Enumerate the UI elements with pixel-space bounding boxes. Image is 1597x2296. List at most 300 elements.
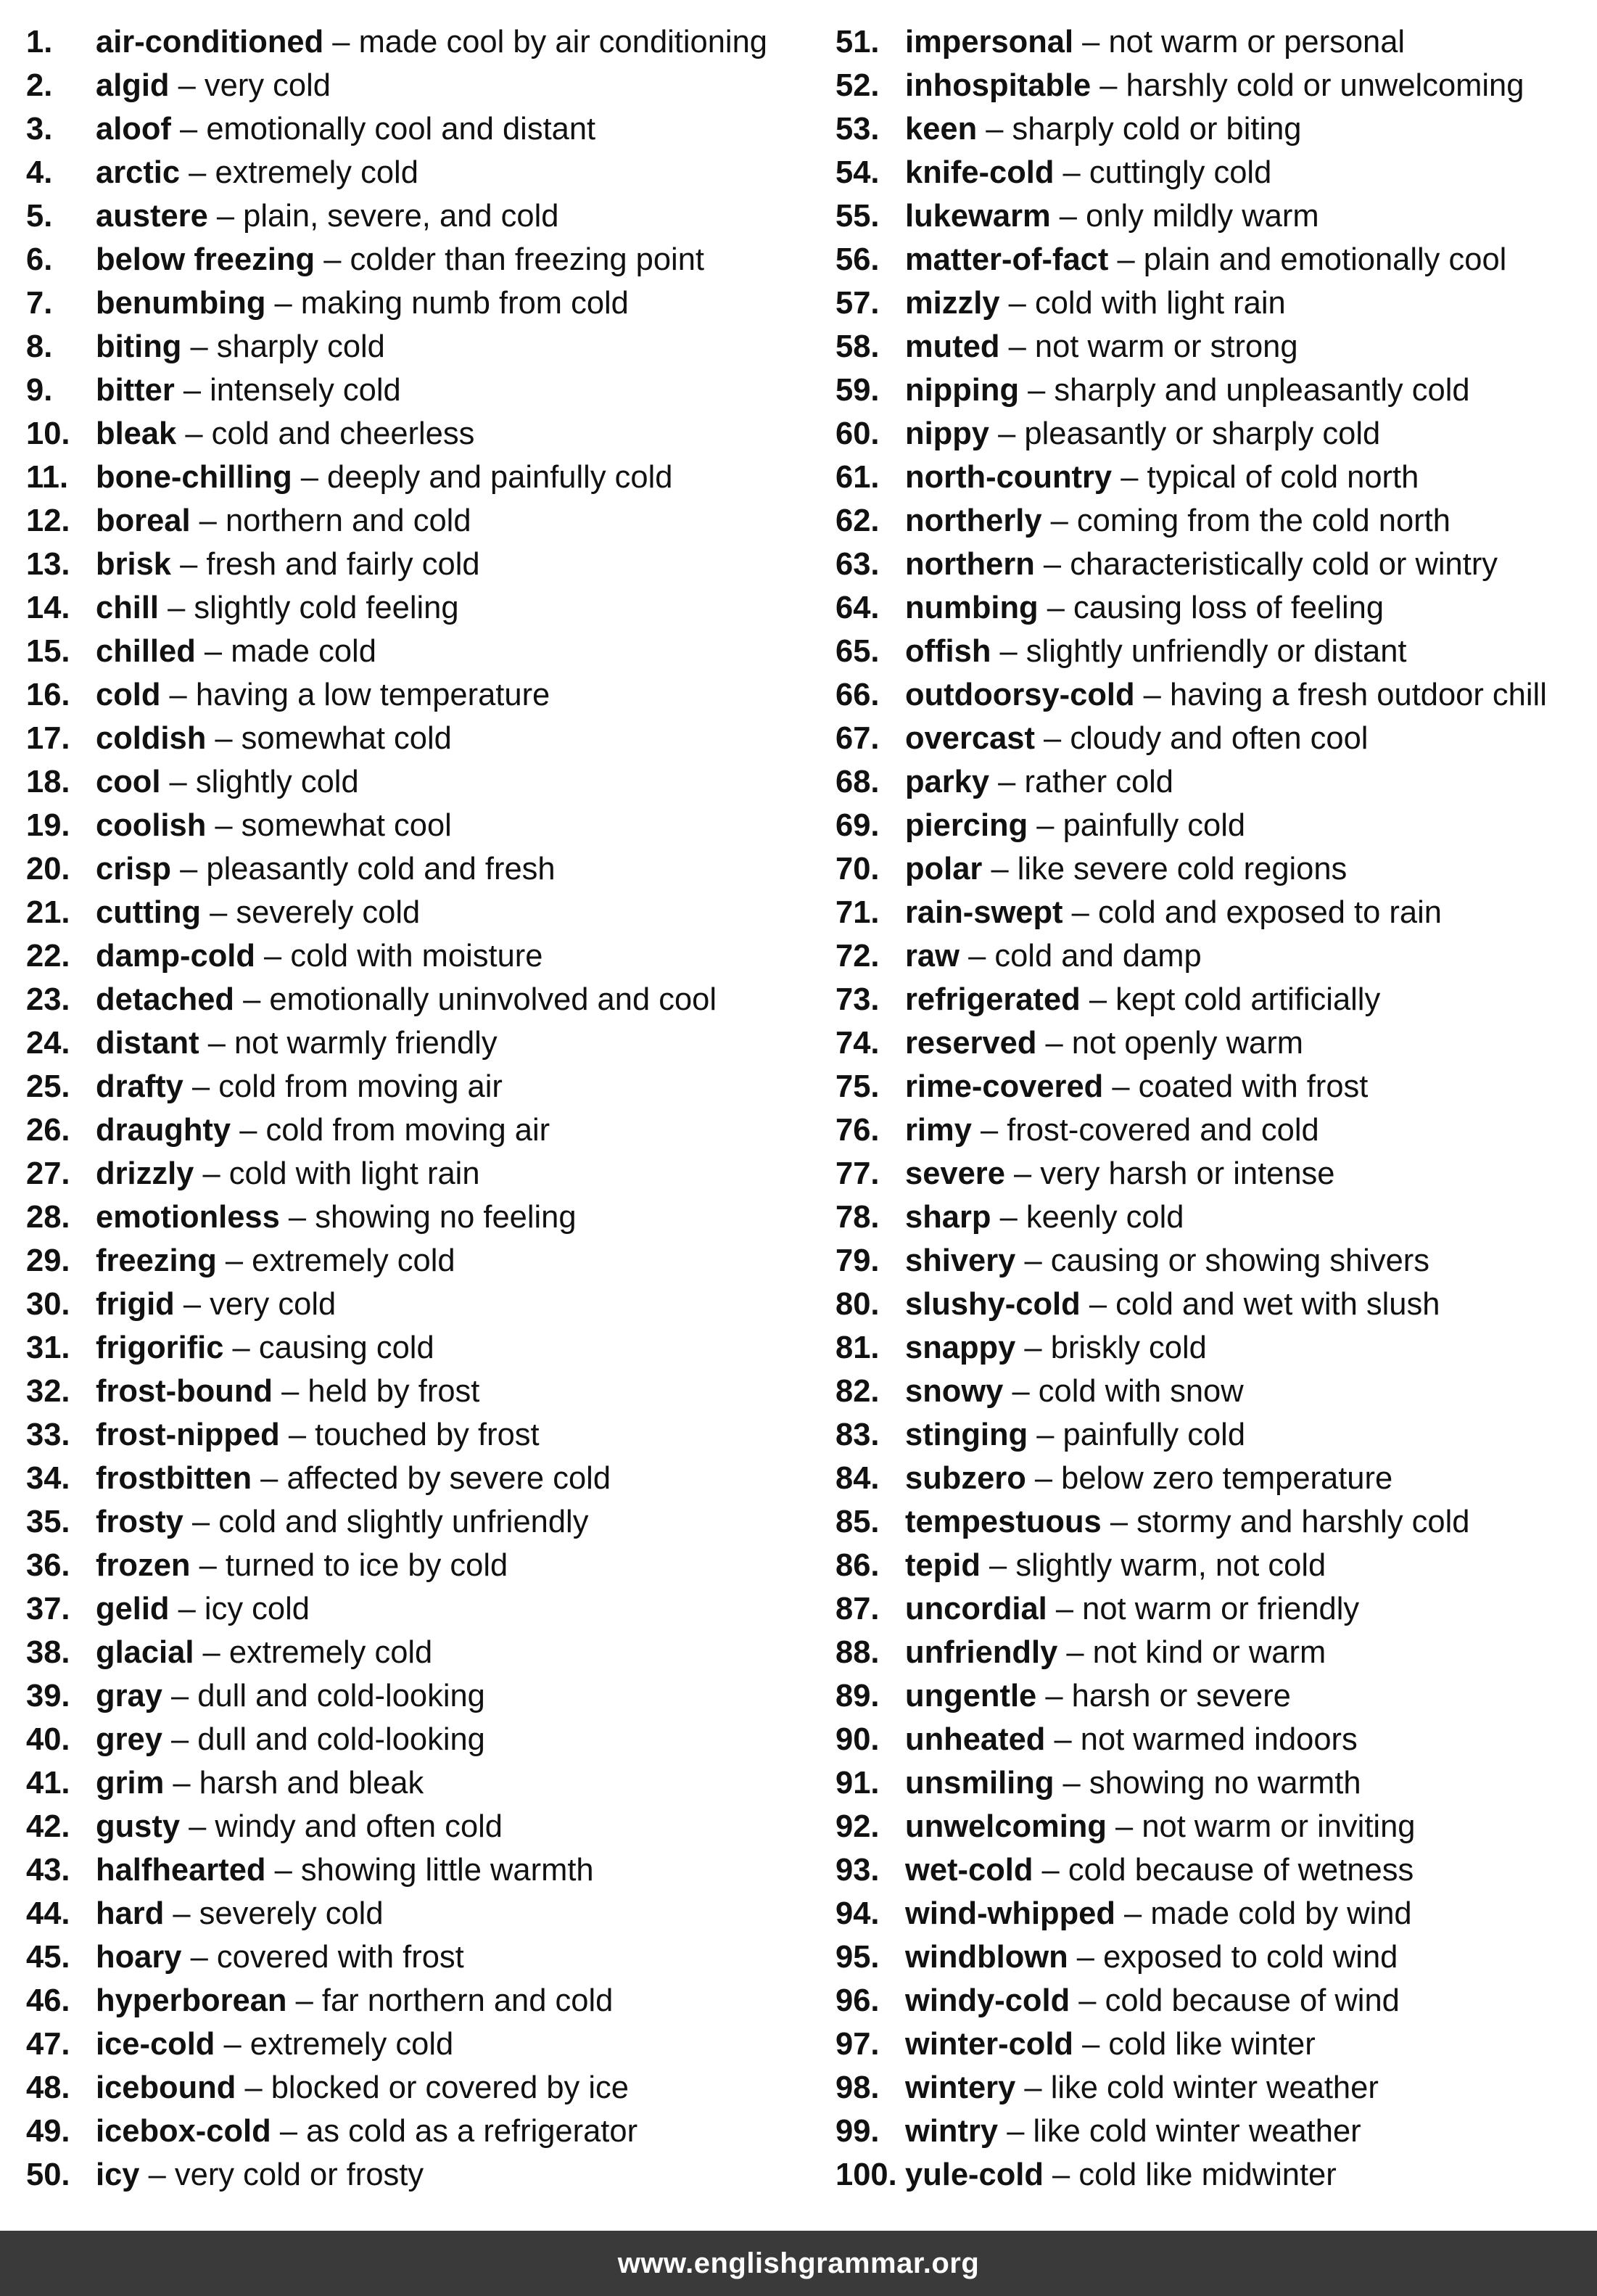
item-definition: blocked or covered by ice xyxy=(271,2070,629,2105)
item-text xyxy=(905,499,1450,543)
item-word: mizzly xyxy=(905,286,1000,321)
item-word: outdoorsy-cold xyxy=(905,678,1135,712)
item-definition: fresh and fairly cold xyxy=(206,547,480,582)
list-item xyxy=(26,1065,809,1108)
item-word: draughty xyxy=(96,1113,231,1148)
item-dash: – xyxy=(225,1243,244,1278)
item-definition: made cool by air conditioning xyxy=(358,25,767,59)
list-item xyxy=(835,1892,1590,1935)
item-dash: – xyxy=(191,1505,210,1539)
item-word: cutting xyxy=(96,895,201,930)
item-dash: – xyxy=(1112,1069,1130,1104)
item-number: 27. xyxy=(26,1156,70,1191)
item-word: glacial xyxy=(96,1635,194,1670)
item-word: arctic xyxy=(96,155,181,190)
item-dash: – xyxy=(991,852,1009,886)
item-word: slushy-cold xyxy=(905,1287,1081,1322)
item-text xyxy=(905,1935,1398,1979)
item-definition: slightly cold xyxy=(195,765,359,799)
item-number: 99. xyxy=(835,2114,880,2149)
item-dash: – xyxy=(1055,1592,1074,1626)
list-item xyxy=(26,847,809,891)
item-number: 33. xyxy=(26,1417,70,1452)
item-word: grim xyxy=(96,1766,165,1801)
list-item xyxy=(26,1457,809,1500)
item-text xyxy=(96,1587,310,1631)
item-dash: – xyxy=(169,678,187,712)
footer-website-link[interactable]: www.englishgrammar.org xyxy=(617,2247,980,2279)
item-text xyxy=(96,1631,432,1674)
item-dash: – xyxy=(274,286,292,321)
item-number: 39. xyxy=(26,1679,70,1713)
list-item xyxy=(26,717,809,760)
item-text xyxy=(905,412,1380,456)
item-text xyxy=(96,978,717,1021)
item-dash: – xyxy=(281,1374,300,1409)
list-item xyxy=(26,586,809,630)
item-number: 65. xyxy=(835,634,880,669)
item-word: winter-cold xyxy=(905,2027,1074,2062)
item-number: 66. xyxy=(835,678,880,712)
list-item xyxy=(835,1587,1590,1631)
item-number: 61. xyxy=(835,460,880,495)
item-word: chilled xyxy=(96,634,196,669)
item-dash: – xyxy=(1078,1983,1097,2018)
item-word: gelid xyxy=(96,1592,170,1626)
item-text xyxy=(96,1108,550,1152)
item-text xyxy=(905,1674,1291,1718)
list-item xyxy=(26,1587,809,1631)
item-dash: – xyxy=(1062,1766,1081,1801)
item-dash: – xyxy=(169,765,187,799)
item-text xyxy=(905,1457,1392,1500)
item-number: 24. xyxy=(26,1026,70,1061)
item-definition: causing cold xyxy=(258,1330,434,1365)
item-definition: kept cold artificially xyxy=(1115,982,1381,1017)
item-definition: made cold by wind xyxy=(1150,1896,1412,1931)
item-text xyxy=(96,1065,503,1108)
item-word: parky xyxy=(905,765,990,799)
item-word: keen xyxy=(905,112,978,147)
item-text xyxy=(96,847,556,891)
item-number: 73. xyxy=(835,982,880,1017)
item-number: 38. xyxy=(26,1635,70,1670)
list-item xyxy=(26,2023,809,2066)
item-definition: extremely cold xyxy=(249,2027,454,2062)
item-dash: – xyxy=(998,765,1016,799)
item-text xyxy=(905,1283,1440,1326)
item-dash: – xyxy=(204,634,223,669)
item-number: 91. xyxy=(835,1766,880,1801)
item-word: stinging xyxy=(905,1417,1028,1452)
item-word: wintery xyxy=(905,2070,1016,2105)
item-word: hyperborean xyxy=(96,1983,287,2018)
item-word: ice-cold xyxy=(96,2027,215,2062)
list-item xyxy=(835,1805,1590,1848)
list-item xyxy=(26,1196,809,1239)
list-item xyxy=(26,543,809,586)
item-definition: exposed to cold wind xyxy=(1103,1940,1398,1975)
item-definition: very cold or frosty xyxy=(174,2157,424,2192)
item-word: raw xyxy=(905,939,960,974)
item-word: coolish xyxy=(96,808,207,843)
item-word: rime-covered xyxy=(905,1069,1104,1104)
item-word: frigid xyxy=(96,1287,175,1322)
item-definition: northern and cold xyxy=(225,503,471,538)
item-number: 75. xyxy=(835,1069,880,1104)
item-word: tempestuous xyxy=(905,1505,1102,1539)
item-dash: – xyxy=(180,112,198,147)
item-word: boreal xyxy=(96,503,191,538)
item-text xyxy=(905,630,1406,673)
item-definition: somewhat cool xyxy=(241,808,452,843)
item-word: unsmiling xyxy=(905,1766,1055,1801)
item-dash: – xyxy=(1050,503,1068,538)
list-item xyxy=(26,1326,809,1370)
word-list-right-column xyxy=(835,20,1590,2197)
list-item xyxy=(835,1674,1590,1718)
item-definition: not warm or personal xyxy=(1108,25,1406,59)
list-item xyxy=(835,1848,1590,1892)
item-definition: very harsh or intense xyxy=(1040,1156,1335,1191)
item-word: bleak xyxy=(96,416,177,451)
item-number: 17. xyxy=(26,721,70,756)
item-definition: like severe cold regions xyxy=(1017,852,1348,886)
item-text xyxy=(905,1326,1207,1370)
item-number: 69. xyxy=(835,808,880,843)
item-word: matter-of-fact xyxy=(905,242,1109,277)
list-item xyxy=(26,412,809,456)
item-dash: – xyxy=(215,808,233,843)
list-item xyxy=(26,369,809,412)
item-text xyxy=(905,586,1384,630)
item-definition: very cold xyxy=(210,1287,337,1322)
item-number: 96. xyxy=(835,1983,880,2018)
item-number: 85. xyxy=(835,1505,880,1539)
item-dash: – xyxy=(1044,721,1062,756)
item-dash: – xyxy=(300,460,318,495)
item-text xyxy=(96,586,459,630)
item-number: 14. xyxy=(26,591,70,625)
item-text xyxy=(96,2023,453,2066)
item-definition: very cold xyxy=(204,68,331,103)
item-text xyxy=(96,238,704,281)
item-text xyxy=(96,1892,384,1935)
item-number: 1. xyxy=(26,25,53,59)
item-word: unheated xyxy=(905,1722,1046,1757)
item-number: 16. xyxy=(26,678,70,712)
item-number: 77. xyxy=(835,1156,880,1191)
item-word: reserved xyxy=(905,1026,1037,1061)
item-number: 67. xyxy=(835,721,880,756)
item-dash: – xyxy=(190,329,208,364)
item-definition: pleasantly or sharply cold xyxy=(1024,416,1381,451)
item-dash: – xyxy=(207,1026,226,1061)
item-definition: sharply and unpleasantly cold xyxy=(1054,373,1470,408)
footer-bar xyxy=(0,2231,1597,2296)
list-item xyxy=(26,760,809,804)
item-dash: – xyxy=(189,1809,207,1844)
item-text xyxy=(905,1370,1244,1413)
item-dash: – xyxy=(202,1156,220,1191)
item-number: 37. xyxy=(26,1592,70,1626)
item-text xyxy=(905,2153,1337,2197)
item-number: 46. xyxy=(26,1983,70,2018)
item-number: 72. xyxy=(835,939,880,974)
item-word: subzero xyxy=(905,1461,1026,1496)
item-word: knife-cold xyxy=(905,155,1055,190)
item-word: wintry xyxy=(905,2114,999,2149)
item-word: windy-cold xyxy=(905,1983,1070,2018)
item-definition: held by frost xyxy=(308,1374,480,1409)
item-number: 3. xyxy=(26,112,53,147)
list-item xyxy=(835,1021,1590,1065)
item-word: chill xyxy=(96,591,160,625)
item-text xyxy=(905,2023,1316,2066)
item-number: 12. xyxy=(26,503,70,538)
item-dash: – xyxy=(1062,155,1081,190)
item-word: inhospitable xyxy=(905,68,1092,103)
item-word: cold xyxy=(96,678,161,712)
item-word: drafty xyxy=(96,1069,183,1104)
item-number: 71. xyxy=(835,895,880,930)
list-item xyxy=(26,2153,809,2197)
list-item xyxy=(26,978,809,1021)
list-item xyxy=(835,64,1590,107)
item-word: gray xyxy=(96,1679,162,1713)
item-dash: – xyxy=(1047,591,1065,625)
item-number: 6. xyxy=(26,242,53,277)
item-word: freezing xyxy=(96,1243,217,1278)
item-word: algid xyxy=(96,68,170,103)
item-text xyxy=(905,151,1271,194)
item-text xyxy=(96,1152,480,1196)
item-word: refrigerated xyxy=(905,982,1081,1017)
item-dash: – xyxy=(168,591,186,625)
item-number: 64. xyxy=(835,591,880,625)
item-text xyxy=(905,1892,1412,1935)
list-item xyxy=(835,891,1590,934)
item-number: 20. xyxy=(26,852,70,886)
item-text xyxy=(96,151,418,194)
item-dash: – xyxy=(986,112,1004,147)
item-dash: – xyxy=(1024,1243,1042,1278)
list-item xyxy=(26,64,809,107)
list-item xyxy=(835,1935,1590,1979)
item-text xyxy=(96,934,542,978)
list-item xyxy=(835,238,1590,281)
item-dash: – xyxy=(1008,286,1026,321)
list-item xyxy=(26,1761,809,1805)
item-word: below freezing xyxy=(96,242,315,277)
list-item xyxy=(26,2110,809,2153)
item-dash: – xyxy=(180,852,198,886)
item-text xyxy=(96,630,376,673)
item-definition: stormy and harshly cold xyxy=(1136,1505,1470,1539)
item-word: coldish xyxy=(96,721,207,756)
item-number: 44. xyxy=(26,1896,70,1931)
item-definition: cloudy and often cool xyxy=(1070,721,1369,756)
item-word: piercing xyxy=(905,808,1028,843)
item-word: offish xyxy=(905,634,991,669)
item-definition: painfully cold xyxy=(1062,1417,1246,1452)
item-dash: – xyxy=(1082,25,1100,59)
item-text xyxy=(96,2153,424,2197)
item-dash: – xyxy=(1059,199,1077,234)
list-item xyxy=(26,1892,809,1935)
item-word: austere xyxy=(96,199,208,234)
item-text xyxy=(96,1979,613,2023)
item-number: 54. xyxy=(835,155,880,190)
item-definition: cuttingly cold xyxy=(1089,155,1272,190)
item-definition: not warmed indoors xyxy=(1080,1722,1358,1757)
item-definition: having a low temperature xyxy=(195,678,550,712)
item-text xyxy=(905,194,1319,238)
item-word: ungentle xyxy=(905,1679,1037,1713)
item-text xyxy=(905,934,1202,978)
item-word: sharp xyxy=(905,1200,991,1235)
item-word: biting xyxy=(96,329,182,364)
item-text xyxy=(905,281,1286,325)
item-text xyxy=(96,1021,498,1065)
item-word: unwelcoming xyxy=(905,1809,1107,1844)
list-item xyxy=(26,20,809,64)
item-dash: – xyxy=(202,1635,220,1670)
item-number: 74. xyxy=(835,1026,880,1061)
item-definition: cold because of wind xyxy=(1105,1983,1400,2018)
list-item xyxy=(26,2066,809,2110)
item-definition: touched by frost xyxy=(315,1417,540,1452)
item-text xyxy=(96,1761,424,1805)
item-text xyxy=(96,20,767,64)
item-text xyxy=(905,1239,1429,1283)
list-item xyxy=(835,1108,1590,1152)
item-dash: – xyxy=(148,2157,166,2192)
item-definition: like cold winter weather xyxy=(1050,2070,1379,2105)
list-item xyxy=(835,2023,1590,2066)
item-dash: – xyxy=(170,1722,189,1757)
item-number: 7. xyxy=(26,286,53,321)
item-word: nippy xyxy=(905,416,989,451)
item-number: 97. xyxy=(835,2027,880,2062)
item-definition: frost-covered and cold xyxy=(1007,1113,1319,1148)
item-dash: – xyxy=(989,1548,1007,1583)
item-dash: – xyxy=(1124,1896,1142,1931)
item-text xyxy=(96,804,452,847)
item-text xyxy=(905,1848,1414,1892)
item-definition: showing no warmth xyxy=(1089,1766,1361,1801)
item-definition: not kind or warm xyxy=(1092,1635,1326,1670)
item-definition: affected by severe cold xyxy=(286,1461,611,1496)
item-definition: covered with frost xyxy=(216,1940,464,1975)
list-item xyxy=(26,1152,809,1196)
list-item xyxy=(835,281,1590,325)
list-item xyxy=(835,107,1590,151)
item-number: 89. xyxy=(835,1679,880,1713)
item-dash: – xyxy=(199,1548,217,1583)
item-dash: – xyxy=(223,2027,242,2062)
list-item xyxy=(835,978,1590,1021)
item-definition: cold because of wetness xyxy=(1068,1853,1414,1888)
item-word: icebound xyxy=(96,2070,236,2105)
item-definition: severely cold xyxy=(199,1896,384,1931)
list-item xyxy=(26,151,809,194)
item-dash: – xyxy=(288,1200,307,1235)
list-item xyxy=(835,847,1590,891)
item-text xyxy=(905,2110,1361,2153)
item-word: emotionless xyxy=(96,1200,280,1235)
item-word: bitter xyxy=(96,373,175,408)
item-text xyxy=(905,1021,1303,1065)
list-item xyxy=(26,1674,809,1718)
item-definition: cold and wet with slush xyxy=(1115,1287,1440,1322)
item-text xyxy=(905,1587,1359,1631)
list-item xyxy=(835,2110,1590,2153)
item-text xyxy=(96,194,558,238)
item-definition: cold and slightly unfriendly xyxy=(218,1505,589,1539)
item-dash: – xyxy=(178,68,196,103)
item-definition: turned to ice by cold xyxy=(225,1548,508,1583)
item-definition: typical of cold north xyxy=(1147,460,1419,495)
item-definition: only mildly warm xyxy=(1086,199,1319,234)
item-word: north-country xyxy=(905,460,1113,495)
item-number: 57. xyxy=(835,286,880,321)
item-text xyxy=(96,1370,479,1413)
list-item xyxy=(26,1631,809,1674)
item-text xyxy=(96,107,595,151)
item-text xyxy=(96,2110,637,2153)
item-word: snowy xyxy=(905,1374,1004,1409)
item-definition: somewhat cold xyxy=(241,721,452,756)
item-definition: icy cold xyxy=(204,1592,310,1626)
list-item xyxy=(835,2153,1590,2197)
item-definition: characteristically cold or wintry xyxy=(1070,547,1498,582)
item-text xyxy=(96,1283,336,1326)
list-item xyxy=(835,717,1590,760)
item-dash: – xyxy=(1045,1679,1063,1713)
item-word: brisk xyxy=(96,547,171,582)
item-definition: not warmly friendly xyxy=(234,1026,498,1061)
item-word: bone-chilling xyxy=(96,460,292,495)
item-definition: coated with frost xyxy=(1138,1069,1369,1104)
item-word: tepid xyxy=(905,1548,981,1583)
item-number: 81. xyxy=(835,1330,880,1365)
list-item xyxy=(26,1283,809,1326)
item-word: unfriendly xyxy=(905,1635,1058,1670)
item-text xyxy=(96,369,401,412)
list-item xyxy=(835,630,1590,673)
list-item xyxy=(835,1065,1590,1108)
list-item xyxy=(26,107,809,151)
list-item xyxy=(26,325,809,369)
list-item xyxy=(26,630,809,673)
list-item xyxy=(835,20,1590,64)
item-text xyxy=(96,1457,611,1500)
item-text xyxy=(905,64,1524,107)
item-word: rimy xyxy=(905,1113,972,1148)
item-word: polar xyxy=(905,852,983,886)
list-item xyxy=(26,1239,809,1283)
item-dash: – xyxy=(185,416,203,451)
item-dash: – xyxy=(295,1983,313,2018)
item-word: uncordial xyxy=(905,1592,1047,1626)
item-definition: below zero temperature xyxy=(1061,1461,1393,1496)
item-number: 42. xyxy=(26,1809,70,1844)
item-dash: – xyxy=(323,242,342,277)
item-number: 86. xyxy=(835,1548,880,1583)
item-text xyxy=(905,1500,1469,1544)
item-number: 45. xyxy=(26,1940,70,1975)
